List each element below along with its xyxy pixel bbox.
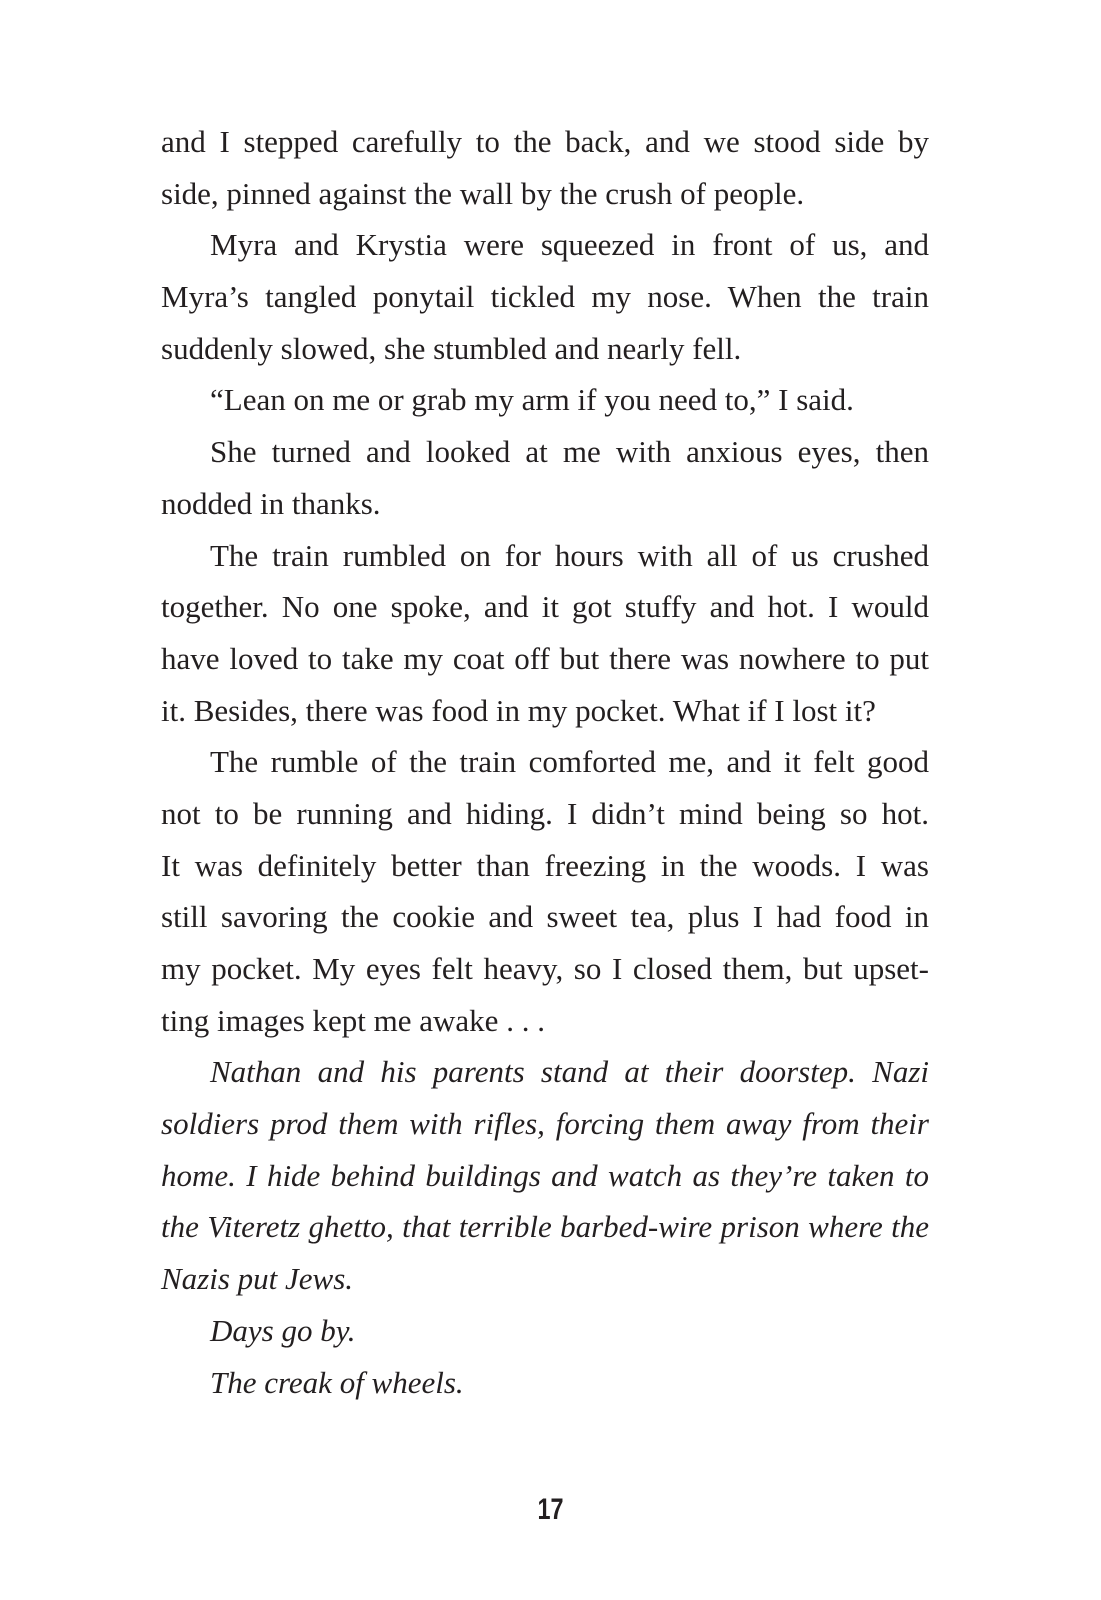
page-number: 17	[537, 1493, 564, 1526]
text-line: Myra and Krystia were squeezed in front of us, and	[210, 227, 929, 263]
text-line: She turned and looked at me with anxious eyes, then	[210, 434, 929, 470]
italic-text-line: Days go by.	[210, 1312, 356, 1348]
text-line: still savoring the cookie and sweet tea, plus I had food in	[161, 899, 929, 935]
text-line: and I stepped carefully to the back, and we stood side by	[161, 124, 929, 159]
italic-text-line: Nathan and his parents stand at their doorstep. Nazi	[210, 1054, 929, 1090]
text-line: not to be running and hiding. I didn’t mind being so hot.	[161, 795, 929, 831]
body-text	[161, 116, 929, 1408]
text-line: It was definitely better than freezing in the woods. I was	[161, 847, 929, 883]
text-line: suddenly slowed, she stumbled and nearly fell.	[161, 330, 742, 366]
text-line: together. No one spoke, and it got stuffy and hot. I would	[161, 589, 929, 625]
italic-text-line: soldiers prod them with rifles, forcing them away from their	[161, 1106, 929, 1142]
text-line: The train rumbled on for hours with all of us crushed	[210, 537, 929, 573]
text-line: “Lean on me or grab my arm if you need to,” I said.	[210, 382, 854, 418]
italic-text-line: Nazis put Jews.	[161, 1261, 354, 1297]
text-line: have loved to take my coat off but there was nowhere to put	[161, 640, 929, 676]
italic-text-line: The creak of wheels.	[210, 1364, 464, 1400]
italic-text-line: home. I hide behind buildings and watch as they’re taken to	[161, 1157, 929, 1193]
text-line: The rumble of the train comforted me, and it felt good	[210, 744, 929, 780]
text-line: it. Besides, there was food in my pocket. What if I lost it?	[161, 692, 876, 728]
text-line: ting images kept me awake . . .	[161, 1002, 545, 1038]
text-line: Myra’s tangled ponytail tickled my nose. When the train	[161, 279, 929, 315]
italic-text-line: the Viteretz ghetto, that terrible barbed-wire prison where the	[161, 1209, 929, 1245]
text-line: nodded in thanks.	[161, 485, 381, 521]
text-line: side, pinned against the wall by the crush of people.	[161, 175, 805, 211]
text-line: my pocket. My eyes felt heavy, so I closed them, but upset-	[161, 951, 929, 986]
